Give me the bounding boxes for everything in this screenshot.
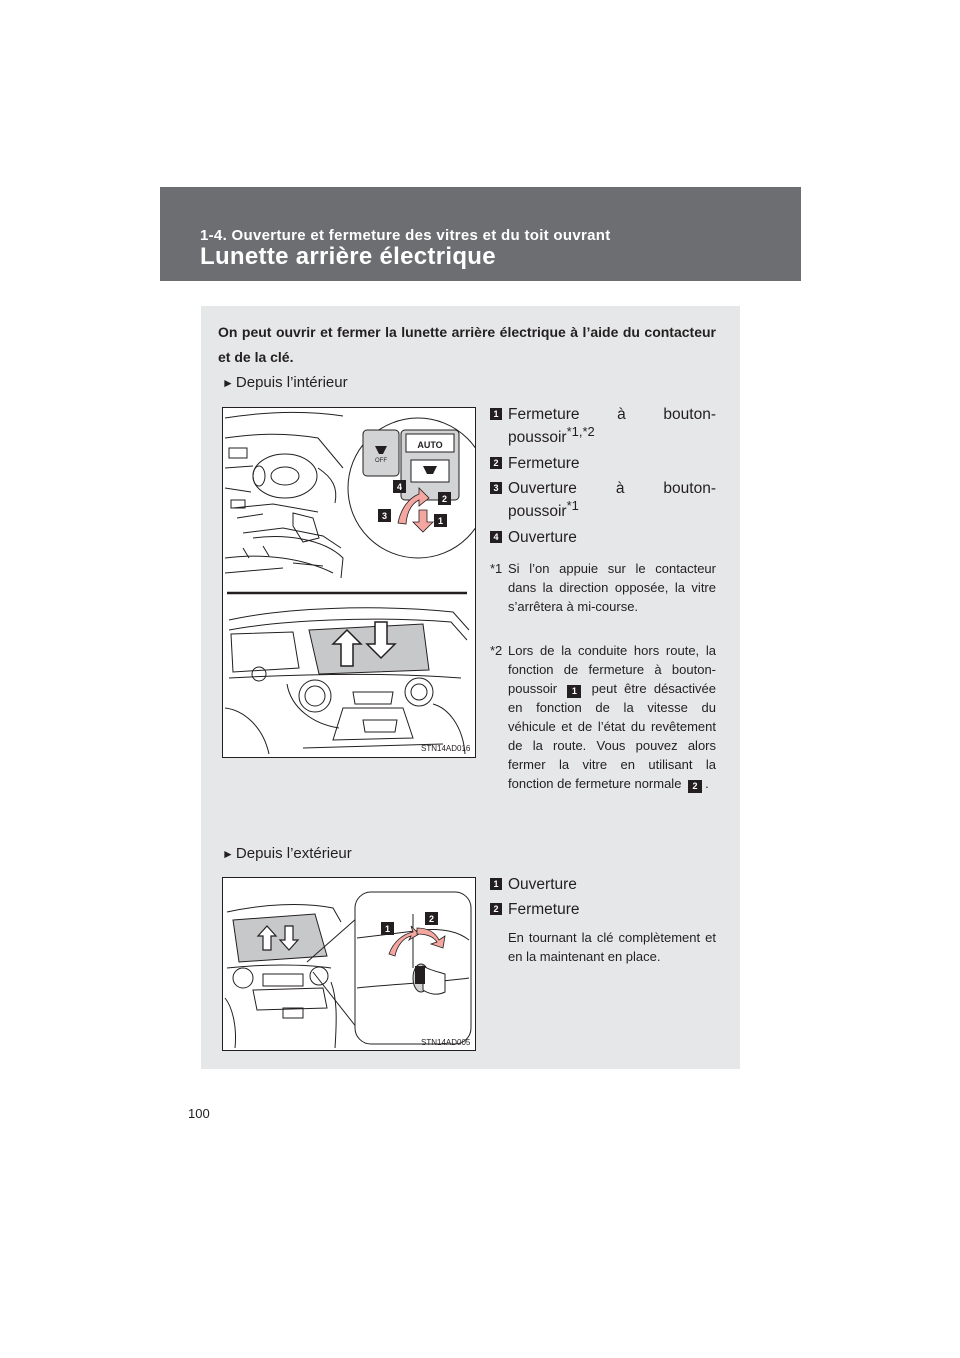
off-label: OFF	[375, 458, 387, 464]
interior-figure	[222, 407, 476, 758]
figure-id: STN14AD005	[421, 1038, 471, 1047]
item-ref: 2	[688, 780, 702, 793]
exterior-illustration	[223, 878, 475, 1050]
footnote	[490, 641, 716, 793]
list-item	[490, 452, 716, 475]
list-item	[490, 526, 716, 549]
item-number: 3	[490, 482, 502, 494]
callout-1: 1	[437, 516, 444, 526]
footnote-ref: *1	[566, 498, 579, 513]
list-item	[490, 873, 716, 896]
footnote-mark: *2	[490, 643, 503, 658]
callout-4: 4	[396, 482, 403, 492]
item-number: 4	[490, 531, 502, 543]
list-item	[490, 403, 716, 449]
list-item	[490, 898, 716, 921]
callout-2: 2	[441, 494, 448, 504]
callout-1: 1	[384, 924, 391, 934]
item-text: Ouverture	[508, 876, 577, 893]
page-number: 100	[188, 1106, 210, 1121]
page-title: Lunette arrière électrique	[200, 243, 496, 270]
footnote-ref: *1,*2	[566, 424, 595, 439]
item-number: 1	[490, 878, 502, 890]
section-label: 1-4. Ouverture et fermeture des vitres et du toit ouvrant	[200, 227, 611, 244]
item-text: Ouverture	[508, 529, 577, 546]
footnote-end: .	[705, 776, 709, 791]
triangle-icon: ►	[222, 847, 234, 861]
item-text: Fermeture à bouton-poussoir	[508, 406, 716, 446]
item-number: 2	[490, 903, 502, 915]
subheading-exterior	[222, 845, 352, 862]
footnote	[490, 559, 716, 616]
footnote-text: Lors de la conduite hors route, la fonction de fermeture à bouton-poussoir	[508, 643, 716, 696]
subheading-interior-label: Depuis l’intérieur	[235, 374, 348, 391]
exterior-figure	[222, 877, 476, 1051]
footnote-mark: *1	[490, 561, 503, 576]
subheading-exterior-label: Depuis l’extérieur	[235, 845, 352, 862]
callout-2: 2	[428, 914, 435, 924]
figure-id: STN14AD016	[421, 744, 471, 753]
list-item	[490, 477, 716, 523]
item-number: 2	[490, 457, 502, 469]
auto-label: AUTO	[417, 440, 443, 450]
intro-text: On peut ouvrir et fermer la lunette arrière électrique à l’aide du contacteur et de la clé.	[218, 324, 716, 365]
item-text: Ouverture à bouton-poussoir	[508, 480, 716, 520]
exterior-note	[490, 928, 716, 966]
item-text: Fermeture	[508, 901, 580, 918]
item-ref: 1	[567, 685, 581, 698]
item-number: 1	[490, 408, 502, 420]
footnote-text: Si l’on appuie sur le contacteur dans la direction opposée, la vitre s’arrêtera à mi-course.	[508, 561, 716, 614]
footnote-text-cont: peut être désactivée en fonction de la vitesse du véhicule et de l’état du revêtement de la route. Vous pouvez alors fermer la vitre en utilisant la fonction de fermeture normale	[508, 681, 716, 791]
subheading-interior	[222, 374, 348, 391]
item-text: Fermeture	[508, 455, 580, 472]
section-header	[160, 187, 801, 281]
triangle-icon: ►	[222, 376, 234, 390]
interior-illustration	[223, 408, 475, 757]
callout-3: 3	[381, 511, 388, 521]
exterior-note-text: En tournant la clé complètement et en la maintenant en place.	[508, 930, 716, 964]
